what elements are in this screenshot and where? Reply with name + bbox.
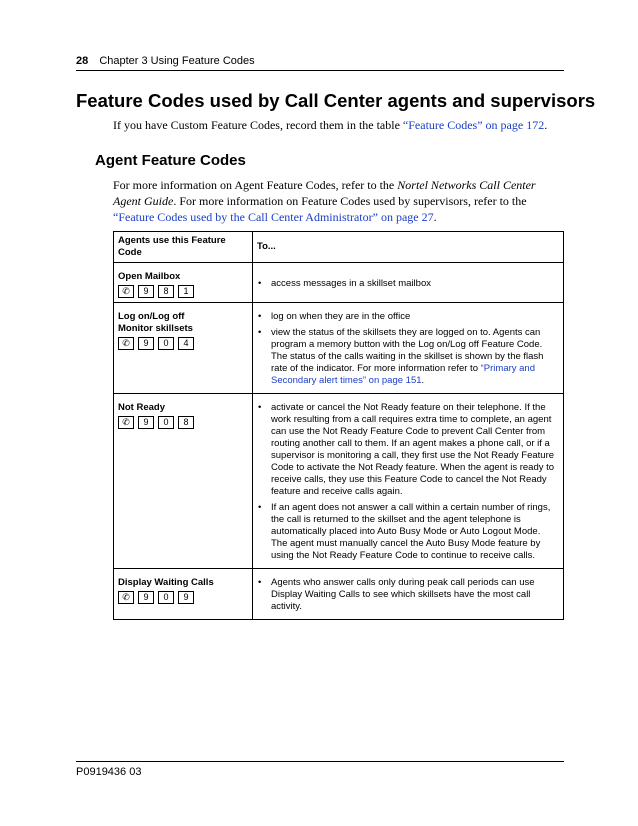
digit-key: 4 — [178, 337, 194, 350]
feature-key-icon: ✆ — [118, 591, 134, 604]
feature-codes-link[interactable]: “Feature Codes” on page 172 — [402, 118, 545, 132]
page-number: 28 — [76, 55, 89, 67]
digit-key: 9 — [178, 591, 194, 604]
feature-code-cell — [114, 569, 253, 620]
column-header-code: Agents use this Feature Code — [114, 232, 253, 263]
section-heading: Feature Codes used by Call Center agents and supervisors — [76, 90, 596, 111]
table-header-row — [114, 232, 564, 263]
agent-codes-paragraph: For more information on Agent Feature Codes, refer to the Nortel Networks Call Center Agent Guide. For more information on Feature Codes used by supervisors, refer to the “Feature Codes used by the Call Center Administrator” on page 27. — [113, 178, 536, 224]
digit-key: 0 — [158, 337, 174, 350]
intro-text: If you have Custom Feature Codes, record them in the table — [113, 118, 403, 132]
feature-codes-table — [113, 231, 564, 620]
chapter-title: Chapter 3 Using Feature Codes — [99, 55, 255, 67]
feature-name-secondary: Monitor skillsets — [118, 323, 193, 334]
bullet-item: • If an agent does not answer a call within a certain number of rings, the call is returned to the skillset and the agent telephone is automatically placed into Auto Busy Mode or Auto Logout Mode. The agent must manually cancel the Auto Busy Mode feature by using the Not Ready Feature Code to continue to receive calls. — [257, 502, 559, 562]
digit-key: 0 — [158, 591, 174, 604]
feature-code-cell — [114, 394, 253, 569]
bullet-item: • log on when they are in the office — [257, 311, 559, 323]
feature-key-icon: ✆ — [118, 416, 134, 429]
key-sequence — [118, 337, 248, 350]
digit-key: 8 — [178, 416, 194, 429]
table-row — [114, 569, 564, 620]
column-header-action: To... — [253, 232, 564, 263]
action-cell — [253, 394, 564, 569]
feature-name: Open Mailbox — [118, 271, 181, 282]
digit-key: 8 — [158, 285, 174, 298]
bullet-item: • access messages in a skillset mailbox — [257, 278, 559, 290]
feature-code-cell — [114, 263, 253, 303]
feature-name: Not Ready — [118, 402, 165, 413]
table-row — [114, 394, 564, 569]
bullet-item: • Agents who answer calls only during peak call periods can use Display Waiting Calls to see which skillsets have the most call activity. — [257, 577, 559, 613]
feature-name: Display Waiting Calls — [118, 577, 214, 588]
alert-times-link[interactable]: “Primary and Secondary alert times” on page 151 — [271, 363, 535, 386]
digit-key: 0 — [158, 416, 174, 429]
digit-key: 9 — [138, 416, 154, 429]
feature-name: Log on/Log off — [118, 311, 185, 322]
action-cell — [253, 569, 564, 620]
feature-key-icon: ✆ — [118, 337, 134, 350]
feature-key-icon: ✆ — [118, 285, 134, 298]
agent-guide-title: Nortel Networks Call Center Agent Guide — [113, 178, 536, 208]
header-rule — [76, 70, 564, 71]
feature-code-cell — [114, 303, 253, 394]
administrator-codes-link[interactable]: “Feature Codes used by the Call Center Administrator” on page 27 — [113, 210, 434, 224]
key-sequence — [118, 591, 248, 604]
bullet-item: • activate or cancel the Not Ready feature on their telephone. If the work resulting from a call requires extra time to complete, an agent can use the Not Ready Feature Code to prevent Call Center from routing another call to them. If an agent makes a phone call, or if a supervisor is monitoring a call, they first use the Not Ready Feature Code to activate the Not Ready feature. When the agent is ready to receive calls, they use this Feature Code to cancel the Not Ready feature and receive calls again. — [257, 402, 559, 498]
action-cell — [253, 303, 564, 394]
key-sequence — [118, 416, 248, 429]
digit-key: 9 — [138, 337, 154, 350]
digit-key: 1 — [178, 285, 194, 298]
table-row — [114, 303, 564, 394]
page-header — [76, 54, 564, 68]
action-cell — [253, 263, 564, 303]
table-row — [114, 263, 564, 303]
intro-paragraph: If you have Custom Feature Codes, record them in the table “Feature Codes” on page 172. — [113, 118, 548, 132]
footer-rule — [76, 761, 564, 762]
document-number: P0919436 03 — [76, 766, 142, 778]
bullet-item: • view the status of the skillsets they are logged on to. Agents can program a memory button with the Log on/Log off Feature Code. The status of the calls waiting in the skillset is shown by the flash rate of the indicator. For more information refer to “Primary and Secondary alert times” on page 151. — [257, 327, 559, 387]
digit-key: 9 — [138, 591, 154, 604]
digit-key: 9 — [138, 285, 154, 298]
subsection-heading: Agent Feature Codes — [95, 152, 246, 169]
key-sequence — [118, 285, 248, 298]
